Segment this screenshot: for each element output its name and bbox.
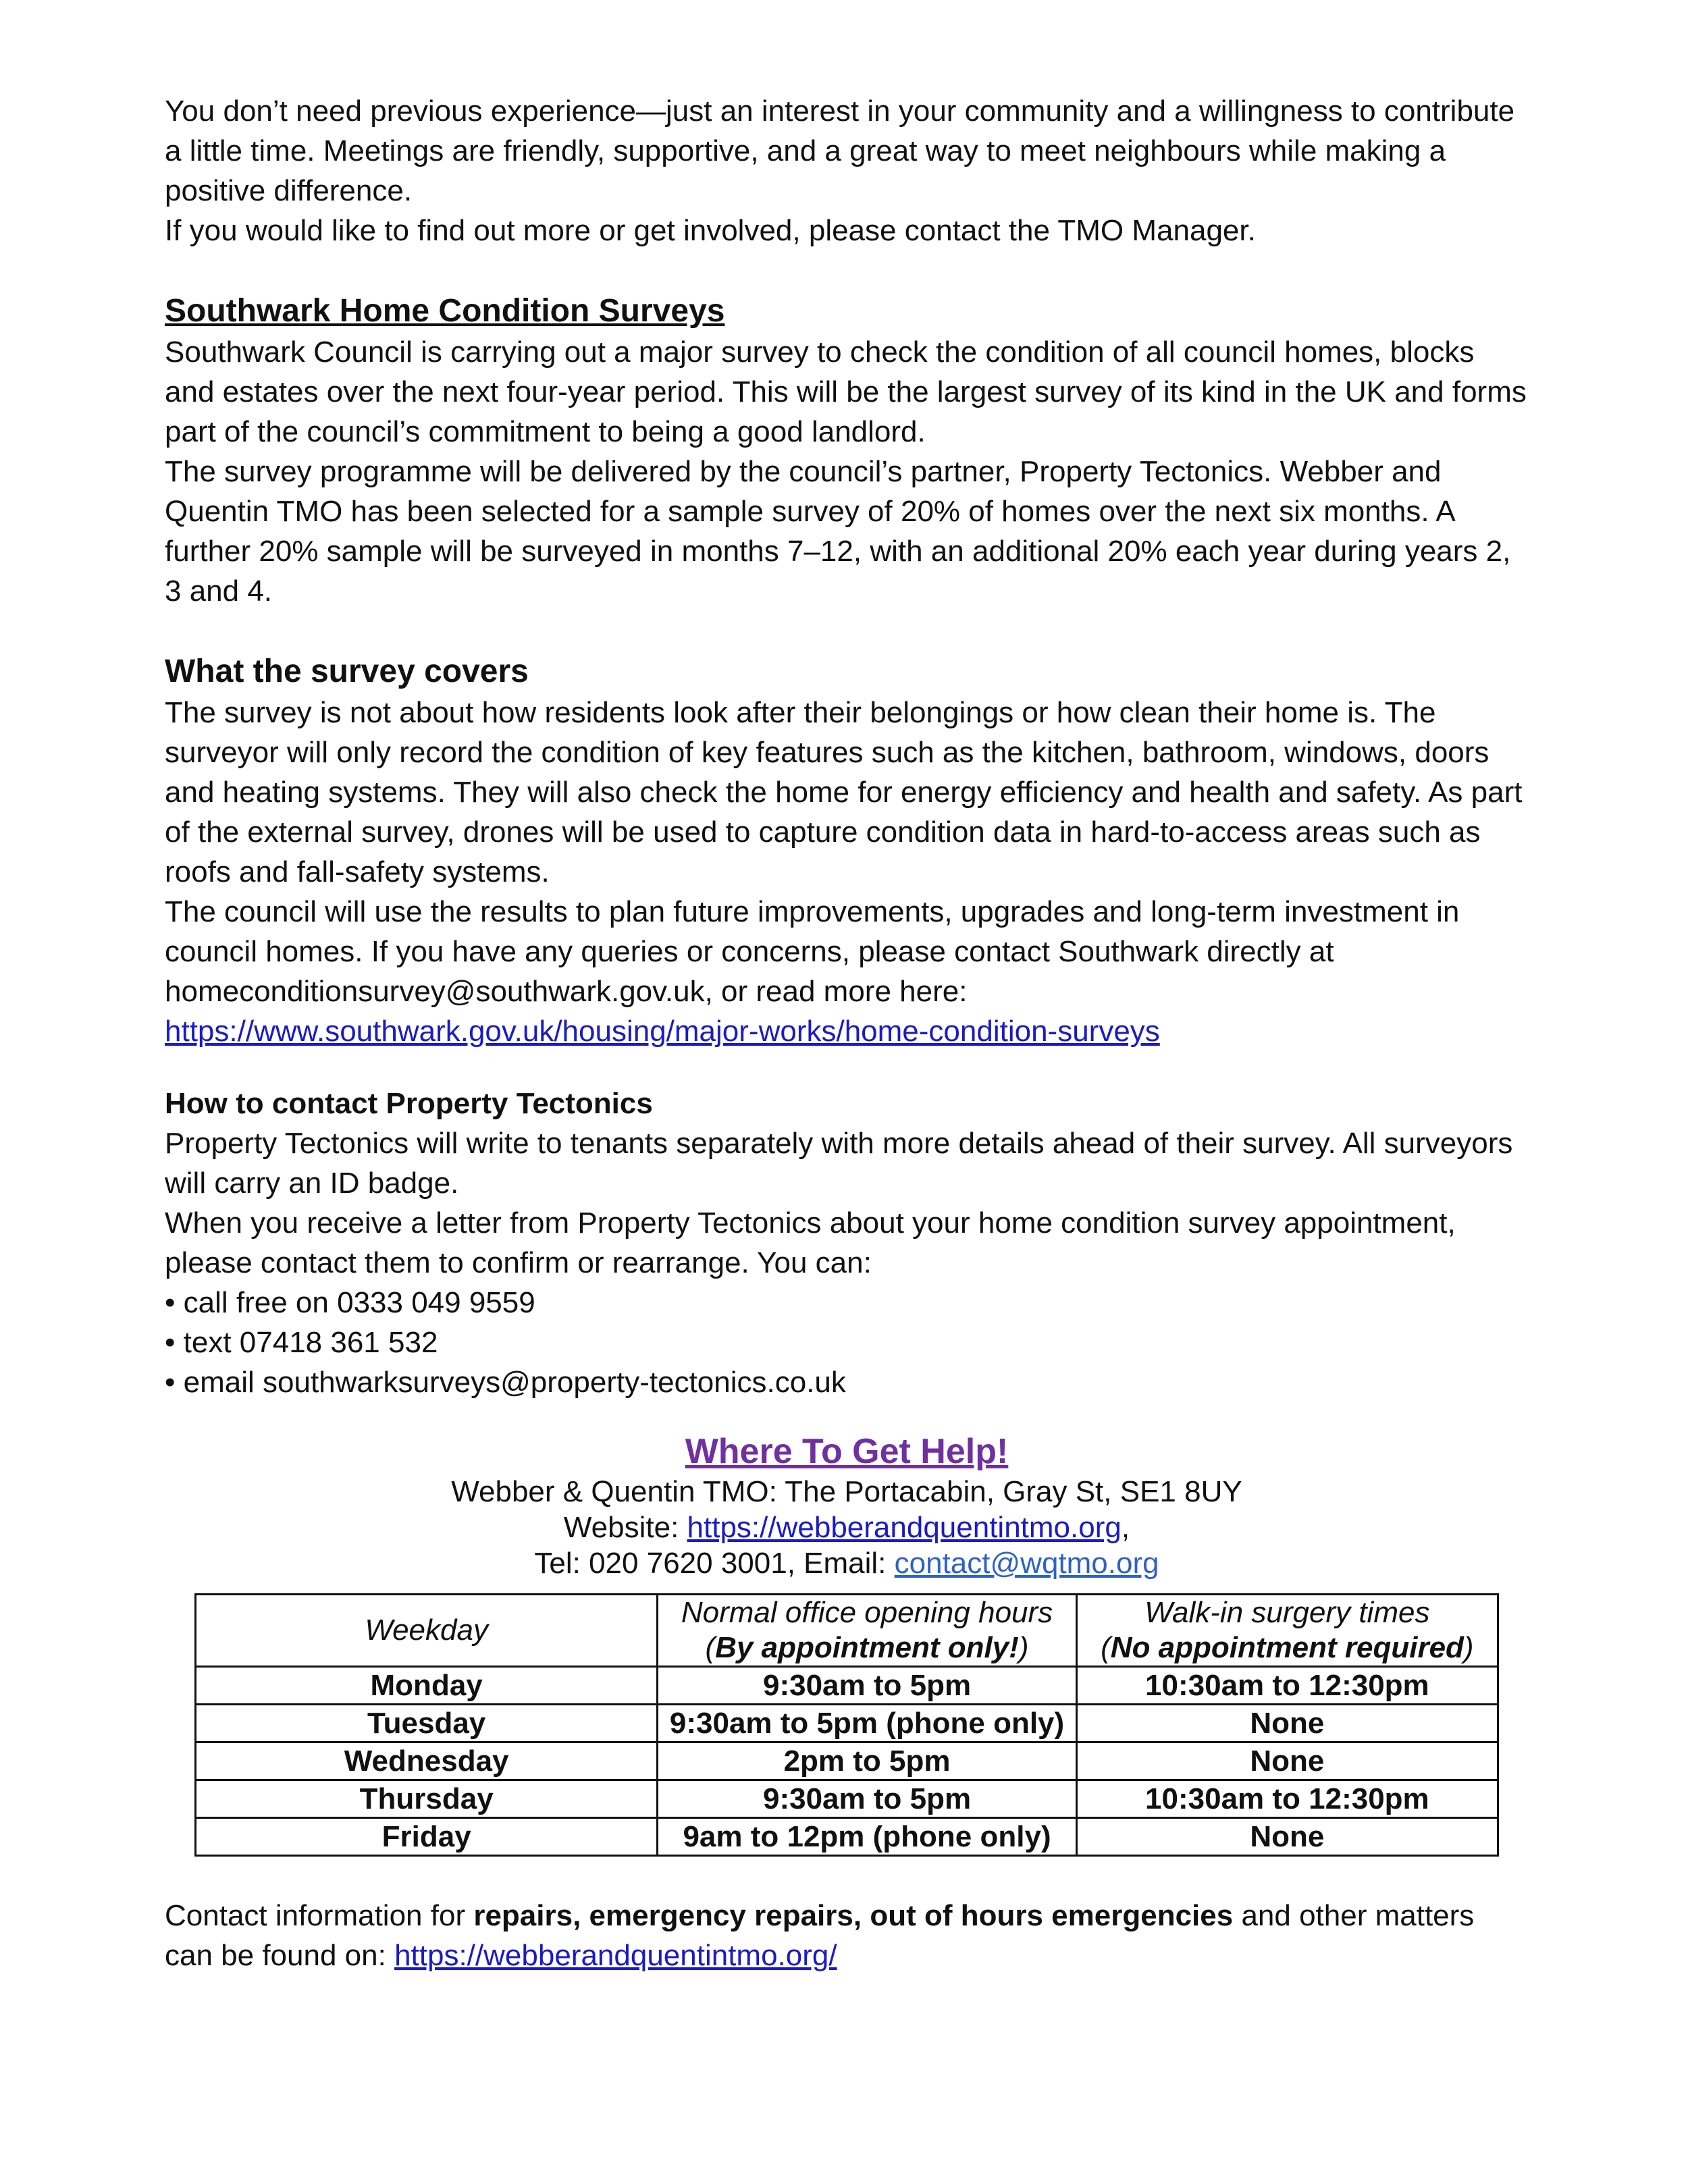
table-row: [196, 1667, 1498, 1705]
cell-walkin: None: [1076, 1705, 1498, 1742]
help-contact-line: Tel: 020 7620 3001, Email: contact@wqtmo.org: [534, 1547, 1159, 1580]
table-row: [196, 1780, 1498, 1818]
cell-office: 9am to 12pm (phone only): [658, 1818, 1076, 1856]
intro-contact-paragraph: If you would like to find out more or get involved, please contact the TMO Manager.: [165, 214, 1256, 247]
covers-paragraph-2: The council will use the results to plan future improvements, upgrades and long-term investment in council homes. If you have any queries or concerns, please contact Southwark directly at homeconditionsurvey@southwark.gov.uk, or read more here:: [165, 895, 1460, 1008]
help-heading: Where To Get Help!: [685, 1432, 1009, 1471]
website-link[interactable]: https://webberandquentintmo.org: [687, 1511, 1122, 1544]
contact-pt-paragraph-2: When you receive a letter from Property Tectonics about your home condition survey appointment, please contact them to confirm or rearrange. You can:: [165, 1206, 1456, 1279]
cell-office: 2pm to 5pm: [658, 1742, 1076, 1780]
cell-walkin: None: [1076, 1818, 1498, 1856]
email-link[interactable]: contact@wqtmo.org: [894, 1547, 1159, 1580]
header-weekday: Weekday: [196, 1595, 658, 1667]
surveys-heading: Southwark Home Condition Surveys: [165, 293, 725, 329]
help-block: [165, 1429, 1529, 1581]
cell-walkin: 10:30am to 12:30pm: [1076, 1667, 1498, 1705]
table-row: [196, 1742, 1498, 1780]
cell-day: Friday: [196, 1818, 658, 1856]
surveys-paragraph-1: Southwark Council is carrying out a major survey to check the condition of all council homes, blocks and estates over the next four-year period. This will be the largest survey of its kind in the UK and forms part of the council’s commitment to being a good landlord.: [165, 336, 1527, 448]
list-item: • text 07418 361 532: [165, 1323, 1529, 1362]
surveys-paragraph-2: The survey programme will be delivered by the council’s partner, Property Tectonics. Webber and Quentin TMO has been selected for a sample survey of 20% of homes over the next six months. A further 20% sample will be surveyed in months 7–12, with an additional 20% each year during years 2, 3 and 4.: [165, 455, 1511, 608]
cell-office: 9:30am to 5pm: [658, 1780, 1076, 1818]
cell-day: Tuesday: [196, 1705, 658, 1742]
contact-pt-heading: How to contact Property Tectonics: [165, 1087, 653, 1120]
table-row: [196, 1705, 1498, 1742]
header-walkin-times: Walk-in surgery times (No appointment required): [1076, 1595, 1498, 1667]
spacer: [165, 611, 1529, 651]
contact-pt-list: [165, 1283, 1529, 1402]
intro-paragraph: You don’t need previous experience—just an interest in your community and a willingness to contribute a little time. Meetings are friendly, supportive, and a great way to meet neighbours while making a positive difference.: [165, 95, 1515, 207]
cell-walkin: None: [1076, 1742, 1498, 1780]
tmo-website-link[interactable]: https://webberandquentintmo.org/: [394, 1939, 837, 1972]
cell-day: Thursday: [196, 1780, 658, 1818]
opening-hours-table: [194, 1593, 1499, 1857]
covers-paragraph-1: The survey is not about how residents look after their belongings or how clean their home is. The surveyor will only record the condition of key features such as the kitchen, bathroom, windows, doors and heating systems. They will also check the home for energy efficiency and health and safety. As part of the external survey, drones will be used to capture condition data in hard-to-access areas such as roofs and fall-safety systems.: [165, 696, 1523, 888]
cell-day: Wednesday: [196, 1742, 658, 1780]
covers-link-line: [165, 1011, 1529, 1051]
table-row: [196, 1818, 1498, 1856]
list-item: • email southwarksurveys@property-tectonics.co.uk: [165, 1362, 1529, 1402]
spacer: [165, 1402, 1529, 1429]
covers-heading: What the survey covers: [165, 654, 529, 689]
footer-paragraph: Contact information for repairs, emergency repairs, out of hours emergencies and other matters can be found on: https://webberandquentintmo.org/: [165, 1899, 1475, 1972]
table-header-row: [196, 1595, 1498, 1667]
help-address: Webber & Quentin TMO: The Portacabin, Gray St, SE1 8UY: [451, 1475, 1242, 1508]
document-page: [165, 91, 1529, 1975]
cell-office: 9:30am to 5pm: [658, 1667, 1076, 1705]
cell-day: Monday: [196, 1667, 658, 1705]
southwark-survey-link[interactable]: https://www.southwark.gov.uk/housing/major-works/home-condition-surveys: [165, 1015, 1160, 1048]
header-office-hours: Normal office opening hours (By appointment only!): [658, 1595, 1076, 1667]
contact-pt-paragraph-1: Property Tectonics will write to tenants separately with more details ahead of their survey. All surveyors will carry an ID badge.: [165, 1127, 1513, 1200]
cell-office: 9:30am to 5pm (phone only): [658, 1705, 1076, 1742]
list-item: • call free on 0333 049 9559: [165, 1283, 1529, 1323]
spacer: [165, 250, 1529, 290]
cell-walkin: 10:30am to 12:30pm: [1076, 1780, 1498, 1818]
spacer: [165, 1051, 1529, 1084]
help-website-line: Website: https://webberandquentintmo.org,: [563, 1511, 1130, 1544]
